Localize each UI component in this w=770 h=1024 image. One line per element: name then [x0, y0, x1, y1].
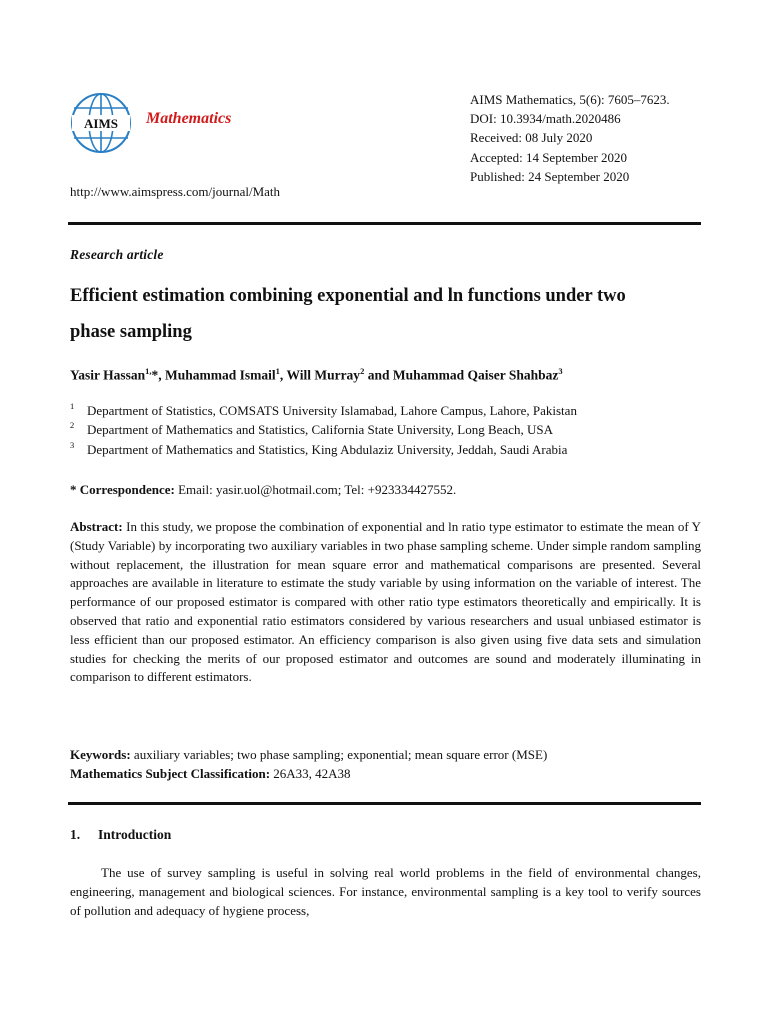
abstract-divider — [68, 802, 701, 805]
aims-logo — [70, 92, 132, 154]
affiliation-text: Department of Statistics, COMSATS University Islamabad, Lahore Campus, Lahore, Pakistan — [87, 403, 577, 418]
journal-name: Mathematics — [146, 110, 232, 127]
intro-paragraph: The use of survey sampling is useful in solving real world problems in the field of environmental changes, engineering, management and biological sciences. For instance, environmental sampling is a key tool to verify sources of pollution and adequacy of hygiene process, — [70, 865, 701, 918]
logo-text: AIMS — [84, 116, 118, 131]
author-sep: and — [364, 367, 393, 383]
affiliation-number: 2 — [70, 420, 75, 431]
doi-line: DOI: 10.3934/math.2020486 — [470, 111, 621, 127]
correspondence-label: * Correspondence: — [70, 482, 175, 497]
title-line: Efficient estimation combining exponential and ln functions under two — [70, 286, 626, 306]
title-line: phase sampling — [70, 322, 192, 342]
author-sep: , — [279, 367, 287, 383]
paper-title — [70, 278, 710, 350]
header-divider — [68, 222, 701, 225]
accepted-line: Accepted: 14 September 2020 — [470, 149, 628, 165]
author-list — [70, 366, 563, 384]
author-name: Will Murray — [286, 367, 361, 383]
author-sep: *, — [151, 367, 166, 383]
section-number: 1. — [70, 827, 81, 842]
abstract-label: Abstract: — [70, 519, 123, 534]
published-line: Published: 24 September 2020 — [470, 168, 630, 184]
section-heading — [70, 827, 171, 843]
keywords-label: Keywords: — [70, 747, 131, 762]
msc-line — [70, 765, 547, 784]
affiliation-text: Department of Mathematics and Statistics, King Abdulaziz University, Jeddah, Saudi Arabia — [87, 441, 568, 457]
author-name: Muhammad Ismail — [165, 367, 276, 383]
author-name: Muhammad Qaiser Shahbaz — [392, 367, 559, 383]
author-affil-sup: 3 — [558, 366, 563, 376]
affiliation-text: Department of Mathematics and Statistics, California State University, Long Beach, USA — [87, 422, 553, 438]
author-affil-sup: 1 — [275, 366, 280, 376]
affiliation-number: 1 — [70, 401, 75, 411]
abstract-text: In this study, we propose the combination of exponential and ln ratio type estimator to estimate the mean of Y (Study Variable) by incorporating two auxiliary variables in two phase sampling scheme. Under simple random sampling without replacement, the illustration for mean square error and mathematical comparisons are presented. Several approaches are available in literature to estimate the study variable by using information on the variable of interest. The performance of our proposed estimator is compared with other ratio type estimators theoretically and empirically. It is observed that ratio and exponential ratio estimators considered by various researchers and usual unbiased estimator is less efficient than our proposed estimator. An efficiency comparison is also given using five data sets and simulation studies for checking the merits of our proposed estimator and outcomes are sound and moderately illuminating in comparison to different estimators. — [70, 519, 701, 685]
author-affil-sup: 1, — [145, 366, 152, 376]
msc-label: Mathematics Subject Classification: — [70, 765, 271, 781]
author-affil-sup: 2 — [360, 366, 365, 376]
keywords-block — [70, 746, 547, 784]
keywords-text: auxiliary variables; two phase sampling; exponential; mean square error (MSE) — [130, 747, 548, 762]
article-metadata — [470, 90, 670, 186]
globe-icon — [70, 92, 132, 154]
section-title: Introduction — [98, 827, 172, 842]
author-name: Yasir Hassan — [70, 367, 146, 383]
keywords-line — [70, 746, 547, 765]
msc-text: 26A33, 42A38 — [270, 765, 351, 781]
article-type: Research article — [70, 247, 164, 262]
affiliation-number: 3 — [70, 439, 75, 450]
correspondence — [70, 482, 456, 498]
citation-line: AIMS Mathematics, 5(6): 7605–7623. — [470, 92, 670, 107]
abstract — [70, 518, 701, 687]
received-line: Received: 08 July 2020 — [470, 130, 593, 146]
journal-url[interactable]: http://www.aimspress.com/journal/Math — [70, 184, 281, 199]
correspondence-text: Email: yasir.uol@hotmail.com; Tel: +923334427552. — [174, 482, 457, 497]
